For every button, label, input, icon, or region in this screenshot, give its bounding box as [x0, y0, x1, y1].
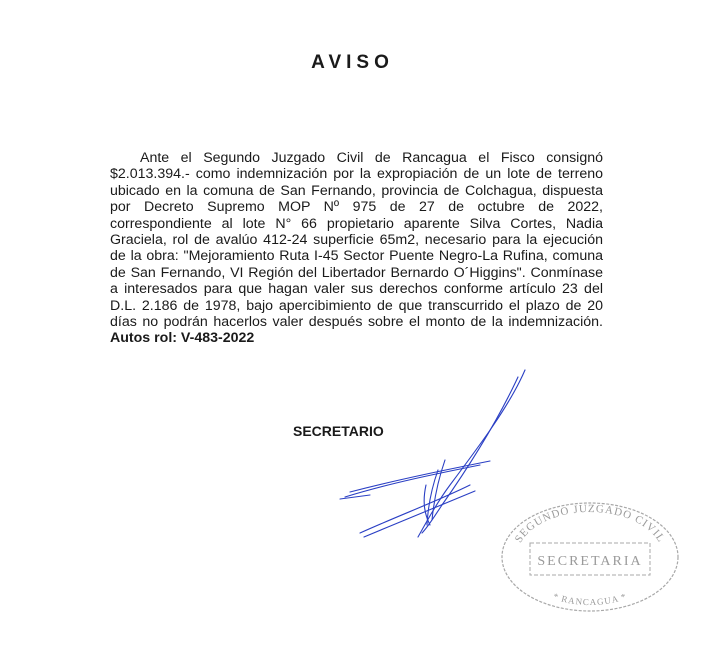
svg-text:* RANCAGUA * [552, 591, 628, 607]
court-stamp [495, 495, 685, 615]
stamp-bottom-arc: * RANCAGUA * [551, 590, 629, 608]
stamp-center: SECRETARIA [537, 554, 643, 569]
svg-text:SEGUNDO JUZGADO CIVIL [513, 503, 667, 545]
notice-paragraph: Ante el Segundo Juzgado Civil de Rancagua el Fisco consignó $2.013.394.- como indemnización por la expropiación de un lote de terreno ubicado en la comuna de San Fernando, provincia de Colchagua, dispuesta por Decreto Supremo MOP Nº 975 de 27 de octubre de 2022, correspondiente al lote N° 66 propietario aparente Silva Cortes, Nadia Graciela, rol de avalúo 412-24 superficie 65m2, necesario para la ejecución de la obra: "Mejoramiento Ruta I-45 Sector Puente Negro-La Rufina, comuna de San Fernando, VI Región del Libertador Bernardo O´Higgins". Conmínase a interesados para que hagan valer sus derechos conforme artículo 23 del D.L. 2.186 de 1978, bajo apercibimiento de que transcurrido el plazo de 20 días no podrán hacerlos valer después sobre el monto de la indemnización. [110, 150, 603, 331]
notice-body [110, 150, 603, 347]
case-reference: Autos rol: V-483-2022 [110, 330, 255, 347]
notice-title: AVISO [311, 52, 394, 73]
signer-title: SECRETARIO [293, 423, 384, 439]
stamp-top-arc: SEGUNDO JUZGADO CIVIL [512, 502, 668, 545]
